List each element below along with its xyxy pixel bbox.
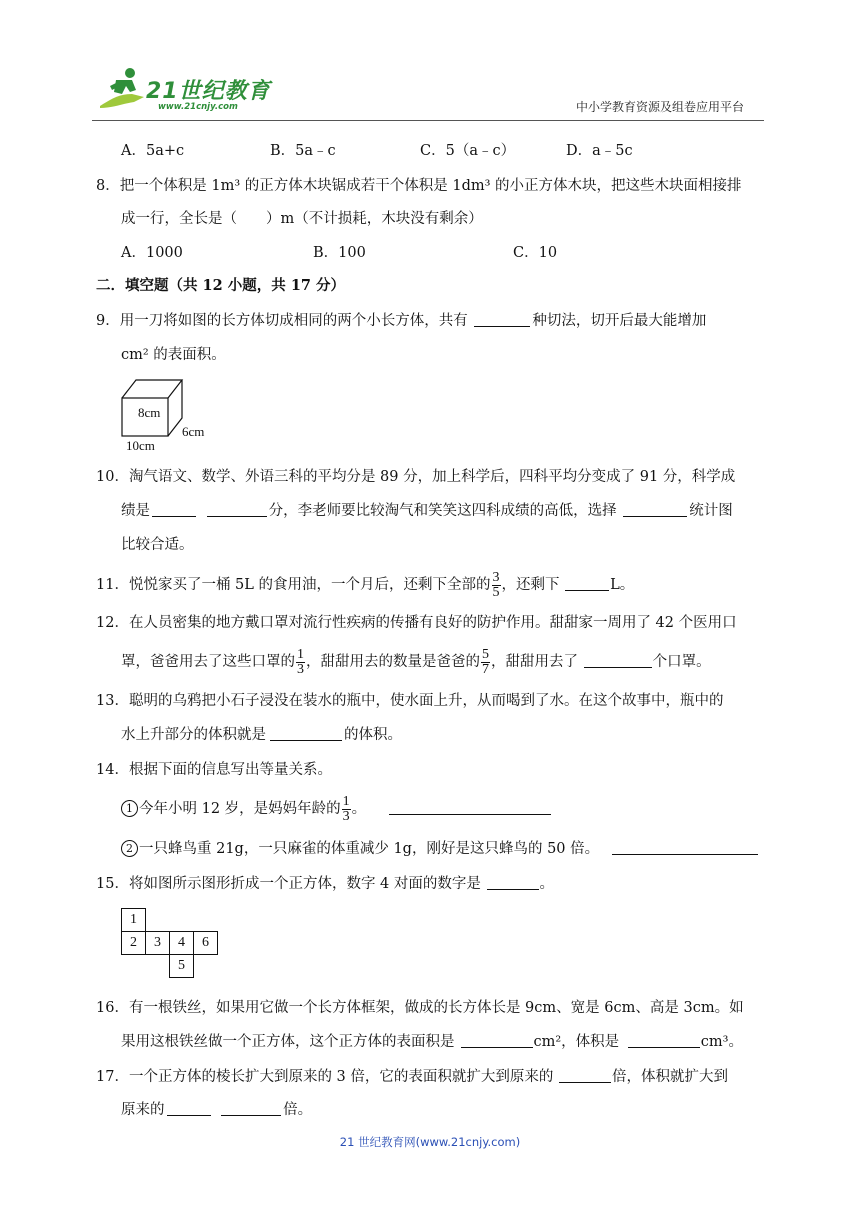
- q14-blank-1[interactable]: [389, 800, 551, 815]
- net-cell: 3: [146, 932, 170, 955]
- q15-blank[interactable]: [487, 875, 539, 890]
- q10-line1: 10．淘气语文、数学、外语三科的平均分是 89 分，加上科学后，四科平均分变成了 91 分，科学成: [96, 469, 736, 485]
- q14-item2: 2 一只蜂鸟重 21g，一只麻雀的体重减少 1g，刚好是这只蜂鸟的 50 倍。: [121, 839, 758, 859]
- net-cell: 6: [194, 932, 218, 955]
- net-cell: 1: [122, 909, 146, 932]
- cuboid-length-label: 10cm: [126, 438, 155, 453]
- q8-option-b: B．100: [313, 245, 366, 261]
- q14-blank-2[interactable]: [612, 840, 758, 855]
- header-rule: [92, 120, 764, 121]
- q7-option-b: B．5a﹣c: [270, 143, 336, 159]
- cube-net-figure: [121, 908, 218, 978]
- circled-number-1: 1: [121, 800, 138, 817]
- q15-line: 15．将如图所示图形折成一个正方体，数字 4 对面的数字是 。: [96, 876, 555, 892]
- q11-fraction: $\frac{3}{5}$: [492, 569, 500, 600]
- q12-blank[interactable]: [584, 653, 652, 668]
- q16-line1: 16．有一根铁丝，如果用它做一个长方体框架，做成的长方体长是 9cm、宽是 6cm、高是 3cm。如: [96, 1000, 744, 1016]
- logo[interactable]: [92, 64, 272, 120]
- q10-blank-2[interactable]: [207, 502, 267, 517]
- q13-blank[interactable]: [270, 726, 342, 741]
- q10-blank-1[interactable]: [152, 502, 196, 517]
- q17-blank-1[interactable]: [559, 1068, 611, 1083]
- q17-line1: 17．一个正方体的棱长扩大到原来的 3 倍，它的表面积就扩大到原来的 倍，体积就扩大到: [96, 1069, 729, 1085]
- q7-option-a: A．5a+c: [121, 143, 185, 159]
- q11-blank[interactable]: [565, 576, 609, 591]
- runner-logo-icon: [92, 64, 152, 114]
- q12-fraction-1: $\frac{1}{3}$: [297, 646, 304, 677]
- q17-line2: 原来的 倍。: [121, 1102, 313, 1118]
- circled-number-2: 2: [121, 840, 138, 857]
- q13-line1: 13．聪明的乌鸦把小石子浸没在装水的瓶中，使水面上升，从而喝到了水。在这个故事中，瓶中的: [96, 693, 724, 709]
- section-title: 二．填空题（共 12 小题，共 17 分）: [96, 277, 346, 294]
- platform-name: 中小学教育资源及组卷应用平台: [576, 100, 745, 114]
- q8-option-c: C．10: [513, 245, 558, 261]
- q8-line1: 8．把一个体积是 1m³ 的正方体木块锯成若干个体积是 1dm³ 的小正方体木块，把这些木块面相接排: [96, 178, 742, 194]
- q10-line3: 比较合适。: [121, 537, 194, 553]
- q8-option-a: A．1000: [121, 245, 183, 261]
- logo-sub-text: www.21cnjy.com: [158, 102, 238, 112]
- q10-line2: 绩是 分，李老师要比较淘气和笑笑这四科成绩的高低，选择 统计图: [121, 503, 733, 519]
- q14-intro: 14．根据下面的信息写出等量关系。: [96, 762, 332, 778]
- net-cell: 5: [170, 955, 194, 978]
- q12-line2: 罩，爸爸用去了这些口罩的 $\frac{1}{3}$ ，甜甜用去的数量是爸爸的 $\frac{5}{7}$ ，甜甜用去了 个口罩。: [121, 646, 711, 677]
- logo-main-text: 21世纪教育: [146, 79, 271, 104]
- cuboid-width-label: 6cm: [182, 424, 205, 439]
- q14-item1: 1 今年小明 12 岁，是妈妈年龄的 $\frac{1}{3}$ 。: [121, 794, 551, 824]
- q9-line1: 9．用一刀将如图的长方体切成相同的两个小长方体，共有 种切法，切开后最大能增加: [96, 313, 707, 329]
- footer-text[interactable]: 21 世纪教育网(www.21cnjy.com): [339, 1135, 521, 1149]
- q7-option-d: D．a﹣5c: [566, 143, 633, 159]
- q14-fraction: $\frac{1}{3}$: [342, 793, 350, 824]
- q13-line2: 水上升部分的体积就是 的体积。: [121, 727, 402, 743]
- q16-blank-2[interactable]: [628, 1033, 700, 1048]
- q10-blank-3[interactable]: [623, 502, 687, 517]
- net-cell: 4: [170, 932, 194, 955]
- q16-blank-1[interactable]: [461, 1033, 533, 1048]
- q16-line2: 果用这根铁丝做一个正方体，这个正方体的表面积是 cm²，体积是 cm³。: [121, 1034, 743, 1050]
- q12-fraction-2: $\frac{5}{7}$: [482, 646, 489, 677]
- net-cell: 2: [122, 932, 146, 955]
- q9-blank-1[interactable]: [474, 312, 530, 327]
- cuboid-height-label: 8cm: [138, 405, 161, 420]
- q8-line2: 成一行，全长是（ ）m（不计损耗，木块没有剩余）: [121, 211, 483, 227]
- q17-blank-3[interactable]: [221, 1101, 281, 1116]
- q12-line1: 12．在人员密集的地方戴口罩对流行性疾病的传播有良好的防护作用。甜甜家一周用了 42 个医用口: [96, 615, 737, 631]
- q11: 11．悦悦家买了一桶 5L 的食用油，一个月后，还剩下全部的 $\frac{3}{5}$ ，还剩下 L。: [96, 569, 635, 600]
- q17-blank-2[interactable]: [167, 1101, 211, 1116]
- q7-option-c: C．5（a﹣c）: [420, 143, 516, 159]
- q9-line2: cm² 的表面积。: [121, 347, 226, 363]
